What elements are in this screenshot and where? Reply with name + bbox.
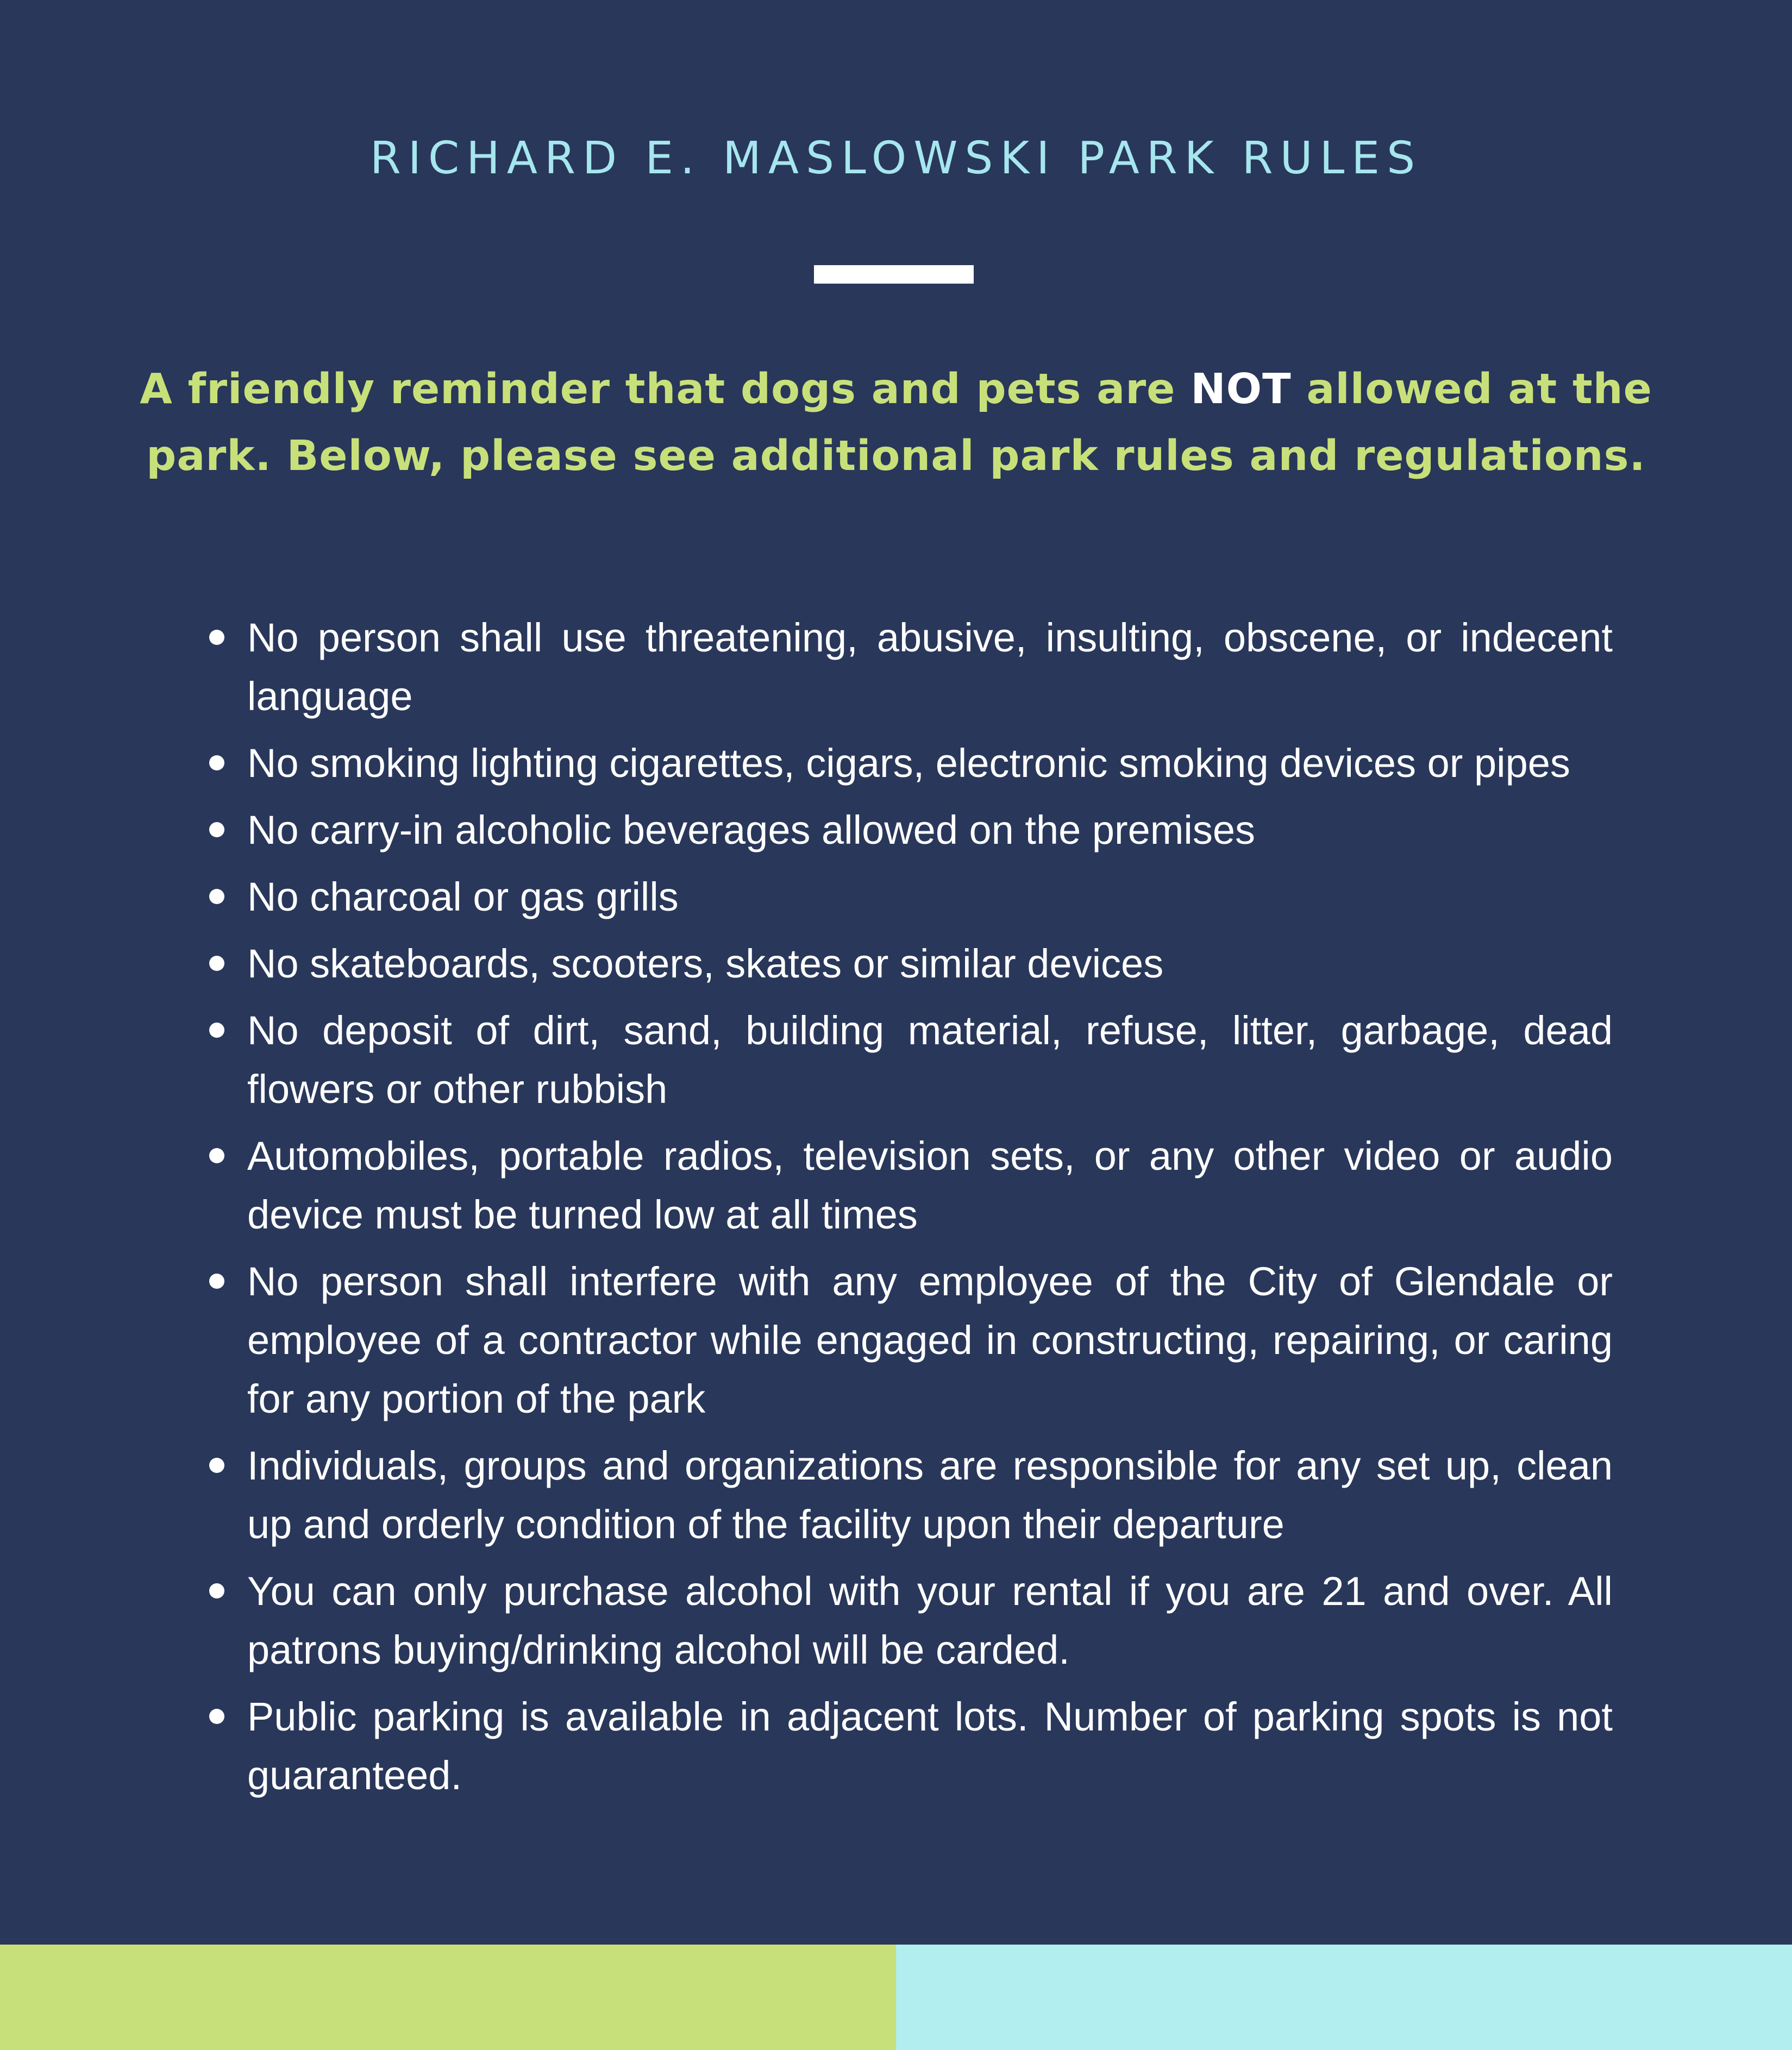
rule-item [204,1688,1613,1805]
rule-text: Automobiles, portable radios, television sets, or any other video or audio device must be turned low at all times [247,1133,1613,1237]
bullet-icon [209,1583,224,1598]
rule-text: No smoking lighting cigarettes, cigars, electronic smoking devices or pipes [247,741,1570,786]
bullet-icon [209,630,224,645]
bullet-icon [209,822,224,837]
title-divider [814,265,974,284]
rule-item [204,801,1613,860]
bullet-icon [209,1148,224,1163]
footer-band-green [0,1945,896,2050]
bullet-icon [209,755,224,770]
rule-text: No carry-in alcoholic beverages allowed on the premises [247,807,1256,852]
rule-item [204,935,1613,993]
rule-text: No person shall interfere with any employee of the City of Glendale or employee of a contractor while engaged in constructing, repairing, or caring for any portion of the park [247,1259,1613,1421]
bullet-icon [209,1709,224,1724]
bullet-icon [209,956,224,971]
rule-text: No skateboards, scooters, skates or similar devices [247,941,1164,986]
rule-text: No deposit of dirt, sand, building material, refuse, litter, garbage, dead flowers or other rubbish [247,1008,1613,1112]
rule-item [204,868,1613,926]
rule-text: You can only purchase alcohol with your rental if you are 21 and over. All patrons buying/drinking alcohol will be carded. [247,1569,1613,1672]
bullet-icon [209,1274,224,1289]
rule-item [204,1127,1613,1244]
reminder-text-before: A friendly reminder that dogs and pets are [140,365,1191,413]
bullet-icon [209,889,224,904]
bullet-icon [209,1023,224,1038]
reminder-emphasis: NOT [1191,365,1292,413]
rule-text: Public parking is available in adjacent lots. Number of parking spots is not guaranteed. [247,1694,1613,1798]
rule-item [204,1252,1613,1428]
rule-item [204,609,1613,726]
rule-text: Individuals, groups and organizations are responsible for any set up, clean up and orderly condition of the facility upon their departure [247,1443,1613,1547]
rule-item [204,1562,1613,1679]
pet-reminder [109,356,1683,490]
reminder-text-after: allowed at the park. Below, please see additional park rules and regulations. [146,365,1652,480]
rule-item [204,1437,1613,1554]
rule-text: No person shall use threatening, abusive, insulting, obscene, or indecent language [247,615,1613,719]
bullet-icon [209,1458,224,1473]
rules-list [204,609,1613,1813]
rule-item [204,1001,1613,1119]
rule-text: No charcoal or gas grills [247,874,679,919]
footer-band-cyan [896,1945,1792,2050]
page-title: RICHARD E. MASLOWSKI PARK RULES [369,133,1423,184]
rule-item [204,734,1613,793]
